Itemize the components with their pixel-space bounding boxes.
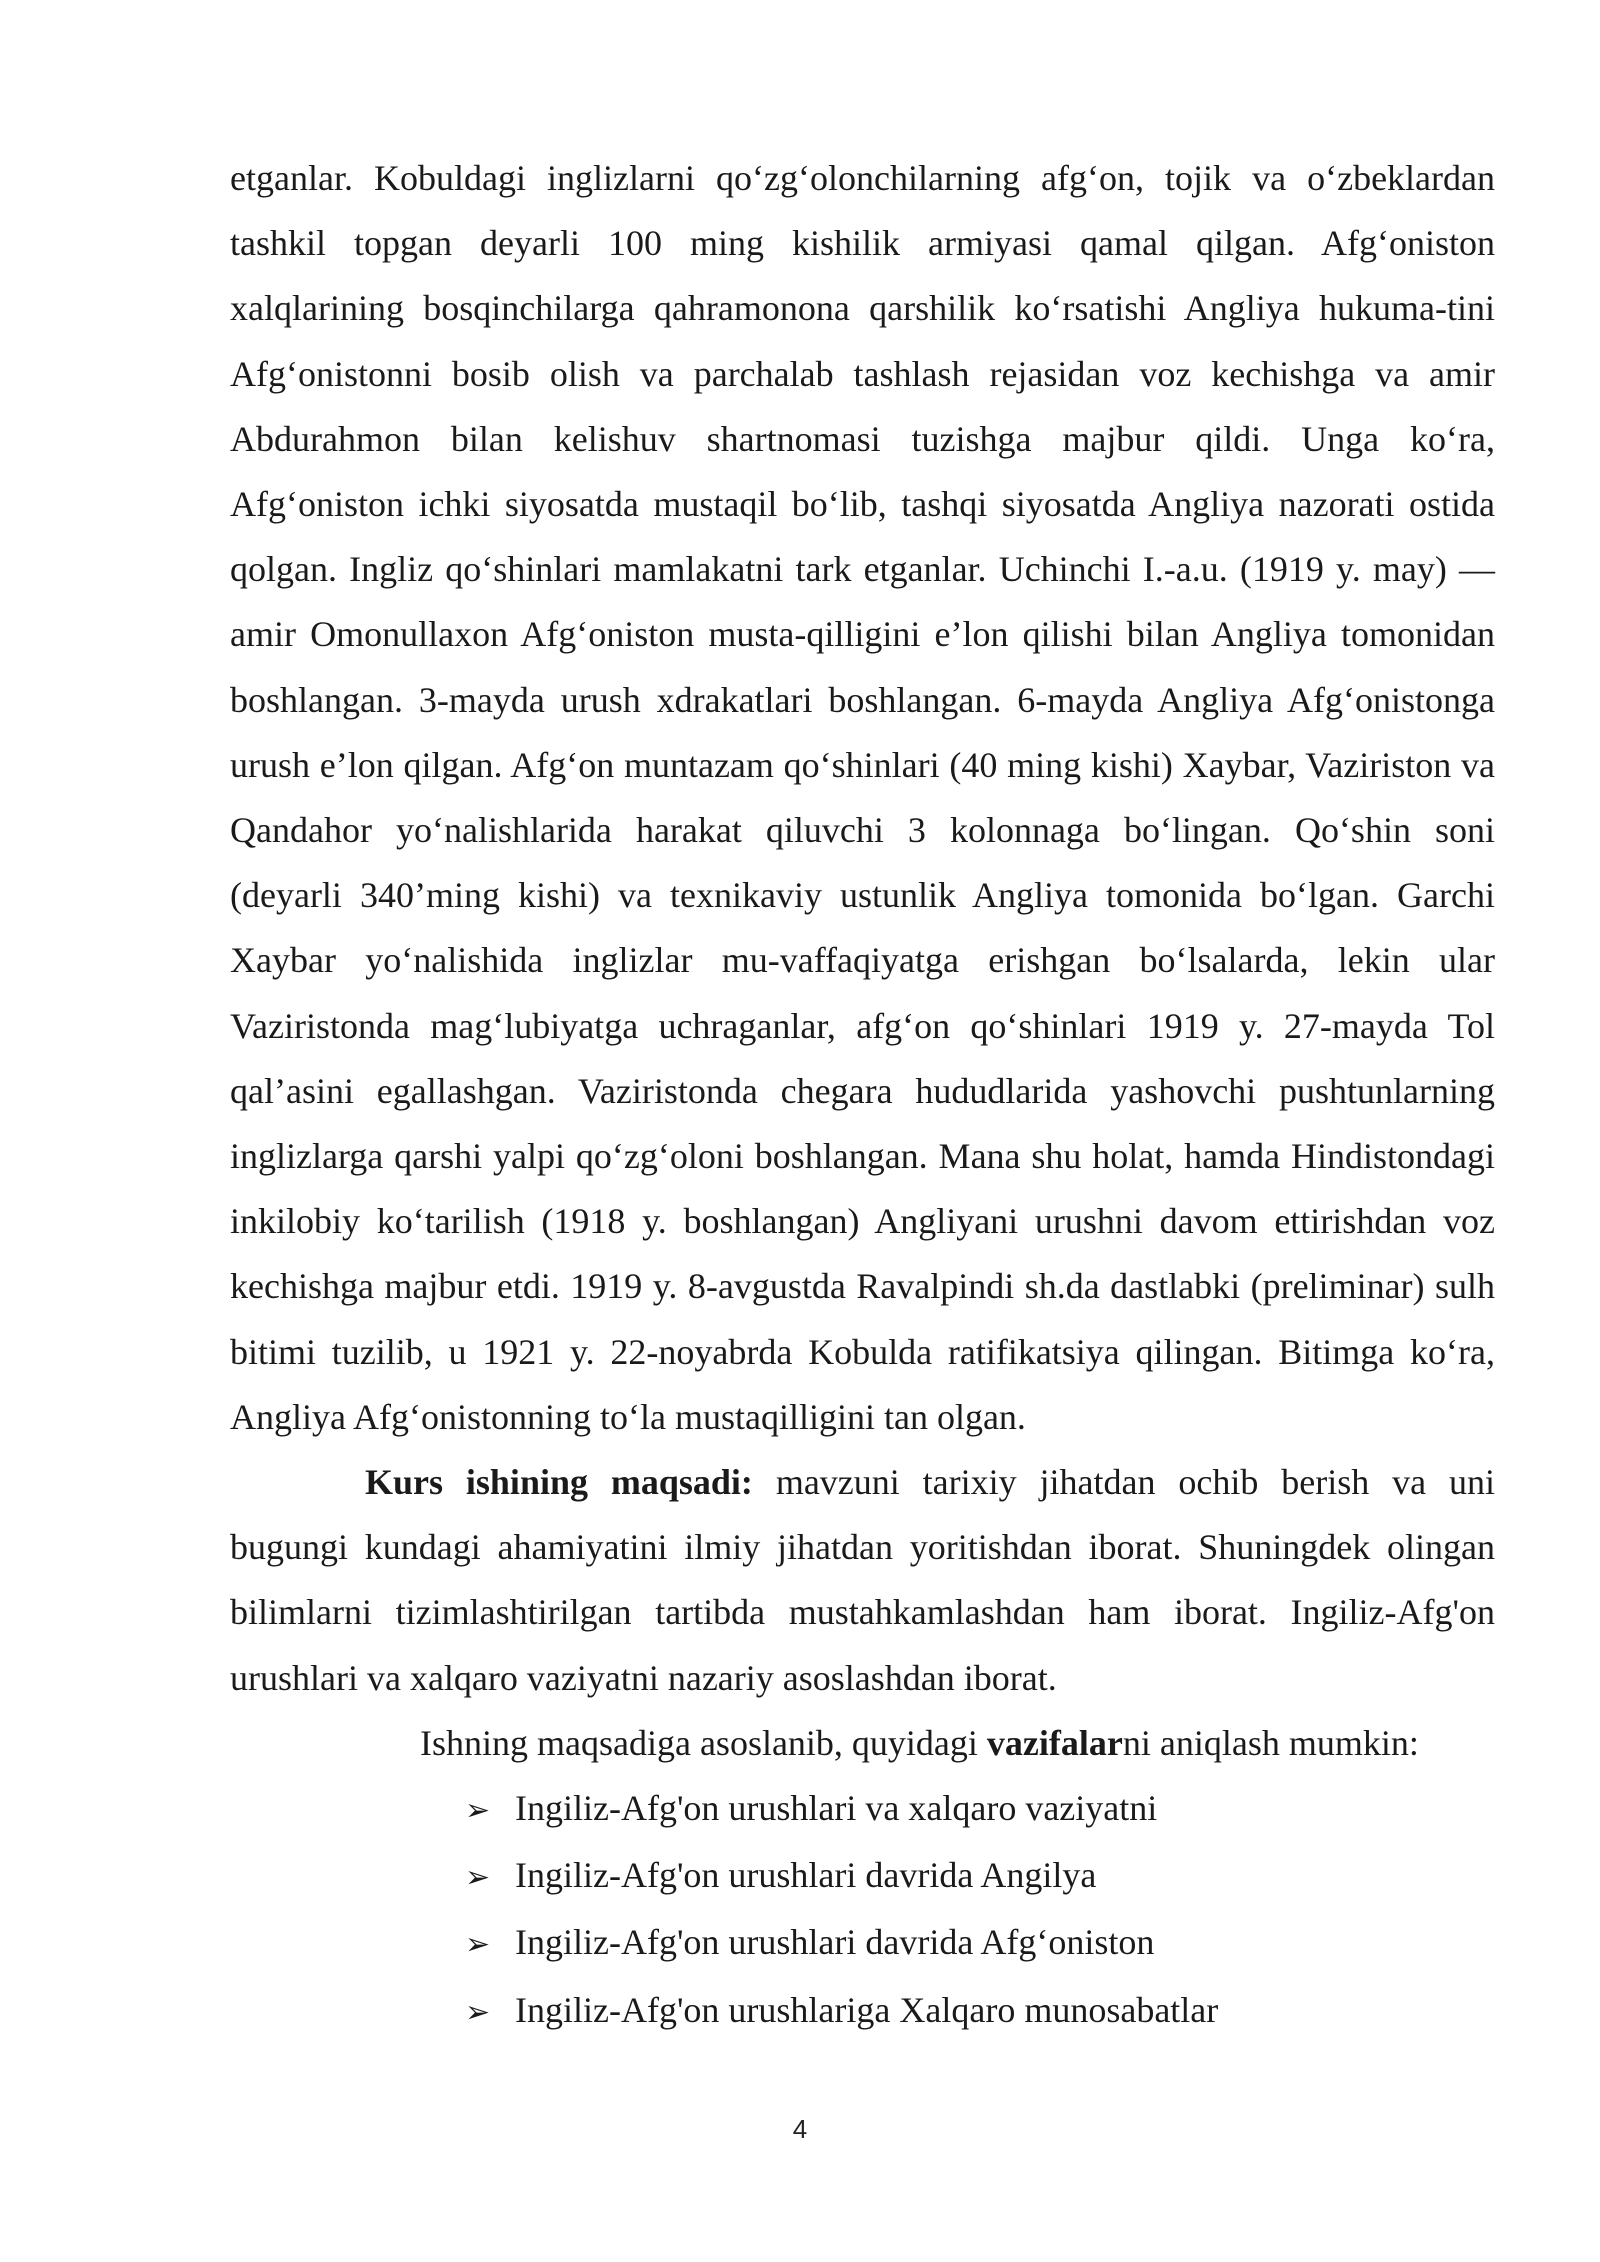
aim-text: mavzuni tarixiy jihatdan ochib berish va uni bugungi kundagi ahamiyatini ilmiy jihatdan yoritishdan iborat. Shuningdek olingan bilimlarni tizimlashtirilgan tartibda mustahkamlashdan ham iborat. Ingiliz-Afg'on urushlari va xalqaro vaziyatni nazariy asoslashdan iborat.: [230, 1462, 1496, 1698]
page-number: 4: [792, 2114, 808, 2144]
task-text: Ingiliz-Afg'on urushlari davrida Afg‘oniston: [515, 1922, 1155, 1963]
aim-heading: Kurs ishining maqsadi:: [365, 1462, 753, 1503]
tasks-intro-before: Ishning maqsadiga asoslanib, quyidagi: [420, 1722, 987, 1763]
arrow-bullet-icon: ➢: [465, 1927, 491, 1963]
arrow-bullet-icon: ➢: [465, 1860, 491, 1896]
tasks-intro-bold: vazifalar: [986, 1722, 1123, 1763]
list-item: [465, 1843, 1495, 1910]
aim-paragraph: [230, 1450, 1495, 1711]
tasks-intro: [230, 1711, 1495, 1776]
body-text: [230, 146, 1495, 2045]
arrow-bullet-icon: ➢: [465, 1994, 491, 2030]
task-text: Ingiliz-Afg'on urushlariga Xalqaro munosabatlar: [515, 1989, 1219, 2030]
list-item: [465, 1910, 1495, 1977]
arrow-bullet-icon: ➢: [465, 1793, 491, 1829]
task-text: Ingiliz-Afg'on urushlari davrida Angilya: [515, 1855, 1097, 1896]
list-item: [465, 1978, 1495, 2045]
task-list: [230, 1776, 1495, 2045]
list-item: [465, 1776, 1495, 1843]
task-text: Ingiliz-Afg'on urushlari va xalqaro vaziyatni: [515, 1788, 1158, 1829]
history-paragraph: etganlar. Kobuldagi inglizlarni qo‘zg‘olonchilarning afg‘on, tojik va o‘zbeklardan tashkil topgan deyarli 100 ming kishilik armiyasi qamal qilgan. Afg‘oniston xalqlarining bosqinchilarga qahramonona qarshilik ko‘rsatishi Angliya hukuma-tini Afg‘onistonni bosib olish va parchalab tashlash rejasidan voz kechishga va amir Abdurahmon bilan kelishuv shartnomasi tuzishga majbur qildi. Unga ko‘ra, Afg‘oniston ichki siyosatda mustaqil bo‘lib, tashqi siyosatda Angliya nazorati ostida qolgan. Ingliz qo‘shinlari mamlakatni tark etganlar. Uchinchi I.-a.u. (1919 y. may) — amir Omonullaxon Afg‘oniston musta-qilligini e’lon qilishi bilan Angliya tomonidan boshlangan. 3-mayda urush xdrakatlari boshlangan. 6-mayda Angliya Afg‘onistonga urush e’lon qilgan. Afg‘on muntazam qo‘shinlari (40 ming kishi) Xaybar, Vaziriston va Qandahor yo‘nalishlarida harakat qiluvchi 3 kolonnaga bo‘lingan. Qo‘shin soni (deyarli 340’ming kishi) va texnikaviy ustunlik Angliya tomonida bo‘lgan. Garchi Xaybar yo‘nalishida inglizlar mu-vaffaqiyatga erishgan bo‘lsalarda, lekin ular Vaziristonda mag‘lubiyatga uchraganlar, afg‘on qo‘shinlari 1919 y. 27-mayda Tol qal’asini egallashgan. Vaziristonda chegara hududlarida yashovchi pushtunlarning inglizlarga qarshi yalpi qo‘zg‘oloni boshlangan. Mana shu holat, hamda Hindistondagi inkilobiy ko‘tarilish (1918 y. boshlangan) Angliyani urushni davom ettirishdan voz kechishga majbur etdi. 1919 y. 8-avgustda Ravalpindi sh.da dastlabki (preliminar) sulh bitimi tuzilib, u 1921 y. 22-noyabrda Kobulda ratifikatsiya qilingan. Bitimga ko‘ra, Angliya Afg‘onistonning to‘la mustaqilligini tan olgan.: [230, 158, 1495, 1437]
tasks-intro-after: ni aniqlash mumkin:: [1122, 1722, 1419, 1763]
